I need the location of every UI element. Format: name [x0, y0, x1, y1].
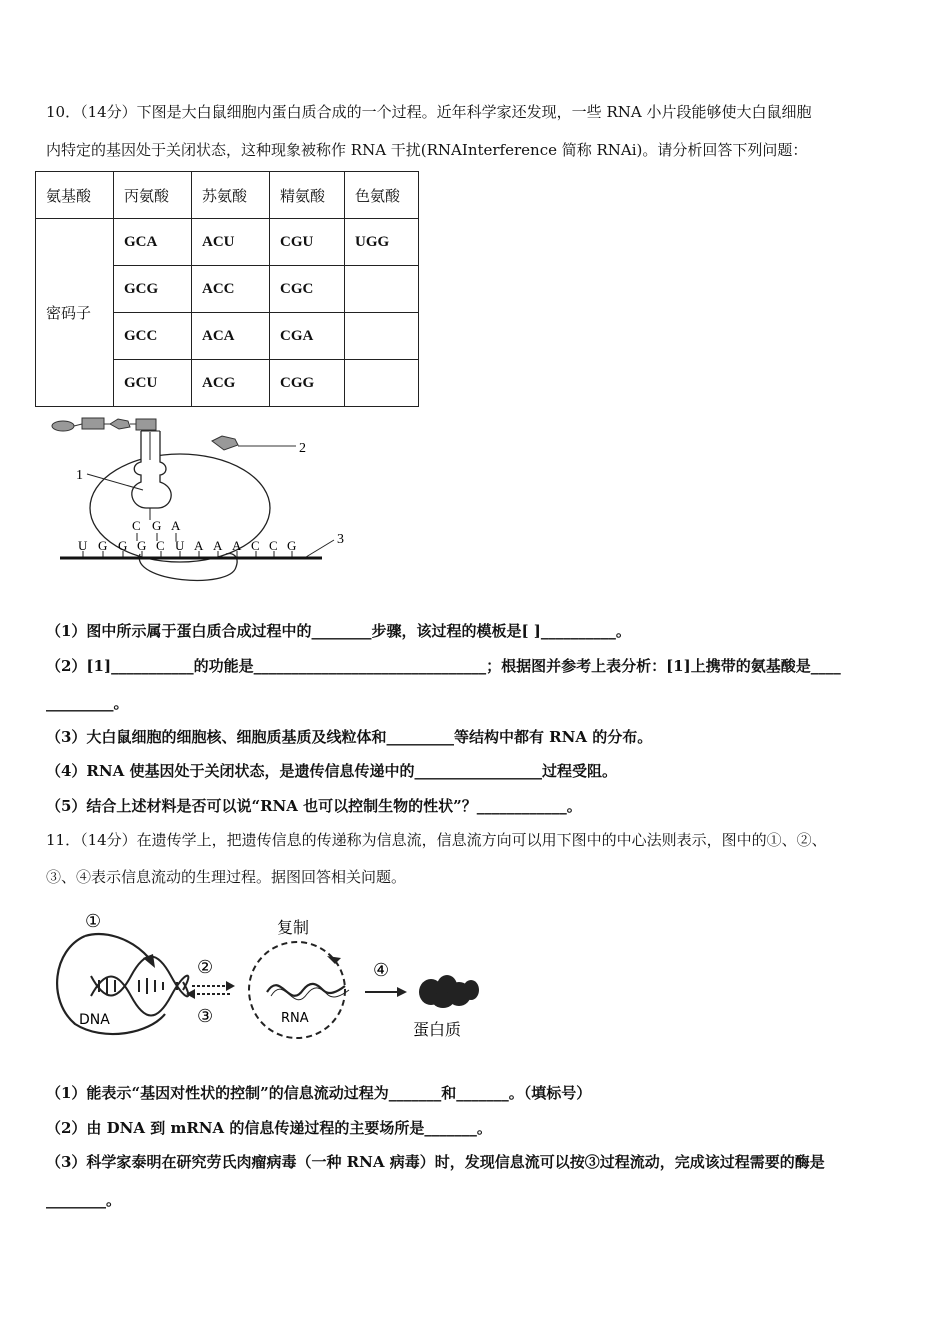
- table-header: 丙氨酸: [114, 172, 192, 219]
- dna-label: DNA: [79, 1012, 110, 1028]
- table-header: 苏氨酸: [192, 172, 270, 219]
- table-cell: [345, 360, 419, 407]
- table-cell: UGG: [345, 219, 419, 266]
- q10-intro-line2: 内特定的基因处于关闭状态，这种现象被称作 RNA 干扰(RNAInterference 简称 RNAi)。请分析回答下列问题：: [46, 141, 808, 159]
- mrna-base: G: [98, 538, 108, 553]
- label-2: 2: [299, 441, 306, 456]
- label-3: 3: [337, 532, 344, 547]
- amino-acid-2: [82, 418, 104, 429]
- free-amino-acid: [212, 436, 238, 450]
- mrna-base: G: [287, 538, 297, 553]
- q11-sub3a: （3）科学家泰明在研究劳氏肉瘤病毒（一种 RNA 病毒）时，发现信息流可以按③过程流动，完成该过程需要的酶是: [46, 1153, 825, 1171]
- amino-acid-3: [110, 419, 130, 429]
- q11-sub1: （1）能表示“基因对性状的控制”的信息流动过程为_______和_______。（填标号）: [46, 1084, 592, 1102]
- replication-arc: [57, 936, 165, 1034]
- mrna-base: C: [251, 538, 260, 553]
- mrna-sequence: [78, 538, 296, 553]
- protein-label: 蛋白质: [413, 1020, 462, 1039]
- label-1: 1: [76, 468, 83, 483]
- replicate-label: 复制: [277, 918, 310, 937]
- dna-helix-icon: [91, 957, 188, 1016]
- q10-intro-line1: 10．（14分）下图是大白鼠细胞内蛋白质合成的一个过程。近年科学家还发现，一些 RNA 小片段能够使大白鼠细胞: [46, 103, 812, 121]
- protein-icon: [419, 975, 479, 1008]
- table-cell: ACC: [192, 266, 270, 313]
- q10-sub5: （5）结合上述材料是否可以说“RNA 也可以控制生物的性状”？____________。: [46, 797, 582, 815]
- table-cell: ACU: [192, 219, 270, 266]
- mrna-base: A: [213, 538, 223, 553]
- table-header: 氨基酸: [36, 172, 114, 219]
- mrna-base: C: [269, 538, 278, 553]
- mrna-base: A: [194, 538, 204, 553]
- table-cell: CGU: [270, 219, 345, 266]
- codon-table: [35, 171, 419, 407]
- table-cell: GCG: [114, 266, 192, 313]
- marker-3: ③: [197, 1006, 214, 1027]
- anticodon-base: A: [171, 518, 181, 533]
- marker-4: ④: [373, 960, 390, 981]
- table-cell: GCA: [114, 219, 192, 266]
- table-cell: ACG: [192, 360, 270, 407]
- table-header: 精氨酸: [270, 172, 345, 219]
- mrna-base: G: [137, 538, 147, 553]
- table-cell: CGC: [270, 266, 345, 313]
- amino-acid-4: [136, 419, 156, 430]
- amino-acid-1: [52, 421, 74, 431]
- rna-strand-icon: [267, 984, 345, 996]
- q11-intro-line2: ③、④表示信息流动的生理过程。据图回答相关问题。: [46, 868, 407, 886]
- q10-sub1: （1）图中所示属于蛋白质合成过程中的________步骤，该过程的模板是[ ]__________。: [46, 622, 631, 640]
- q11-intro-line1: 11．（14分）在遗传学上，把遗传信息的传递称为信息流，信息流方向可以用下图中的中心法则表示，图中的①、②、: [46, 831, 827, 849]
- central-dogma-figure: [45, 900, 485, 1050]
- table-row: [36, 219, 419, 266]
- q10-sub2a: （2）[1]___________的功能是_______________________________；根据图并参考上表分析：[1]上携带的氨基酸是____: [46, 657, 841, 675]
- table-header-row: [36, 172, 419, 219]
- q11-sub3b: ________。: [46, 1191, 122, 1209]
- marker-1: ①: [85, 911, 102, 932]
- mrna-base: G: [118, 538, 128, 553]
- table-cell: GCU: [114, 360, 192, 407]
- mrna-base: C: [156, 538, 165, 553]
- table-cell: [345, 313, 419, 360]
- table-cell: [345, 266, 419, 313]
- q11-sub2: （2）由 DNA 到 mRNA 的信息传递过程的主要场所是_______。: [46, 1119, 492, 1137]
- rna-label: RNA: [281, 1011, 309, 1026]
- table-cell: CGG: [270, 360, 345, 407]
- mrna-base: U: [175, 538, 185, 553]
- translation-figure: [40, 412, 360, 597]
- table-cell: GCC: [114, 313, 192, 360]
- table-header: 色氨酸: [345, 172, 419, 219]
- mrna-base: U: [78, 538, 88, 553]
- anticodon-base: G: [152, 518, 162, 533]
- table-cell: CGA: [270, 313, 345, 360]
- marker-2: ②: [197, 957, 214, 978]
- table-cell: ACA: [192, 313, 270, 360]
- q10-sub3: （3）大白鼠细胞的细胞核、细胞质基质及线粒体和_________等结构中都有 RNA 的分布。: [46, 728, 653, 746]
- row-label: 密码子: [36, 219, 114, 407]
- q10-sub2b: _________。: [46, 694, 129, 712]
- mrna-base: A: [232, 538, 242, 553]
- trna: [132, 431, 171, 508]
- anticodon-base: C: [132, 518, 141, 533]
- q10-sub4: （4）RNA 使基因处于关闭状态，是遗传信息传递中的_________________过程受阻。: [46, 762, 617, 780]
